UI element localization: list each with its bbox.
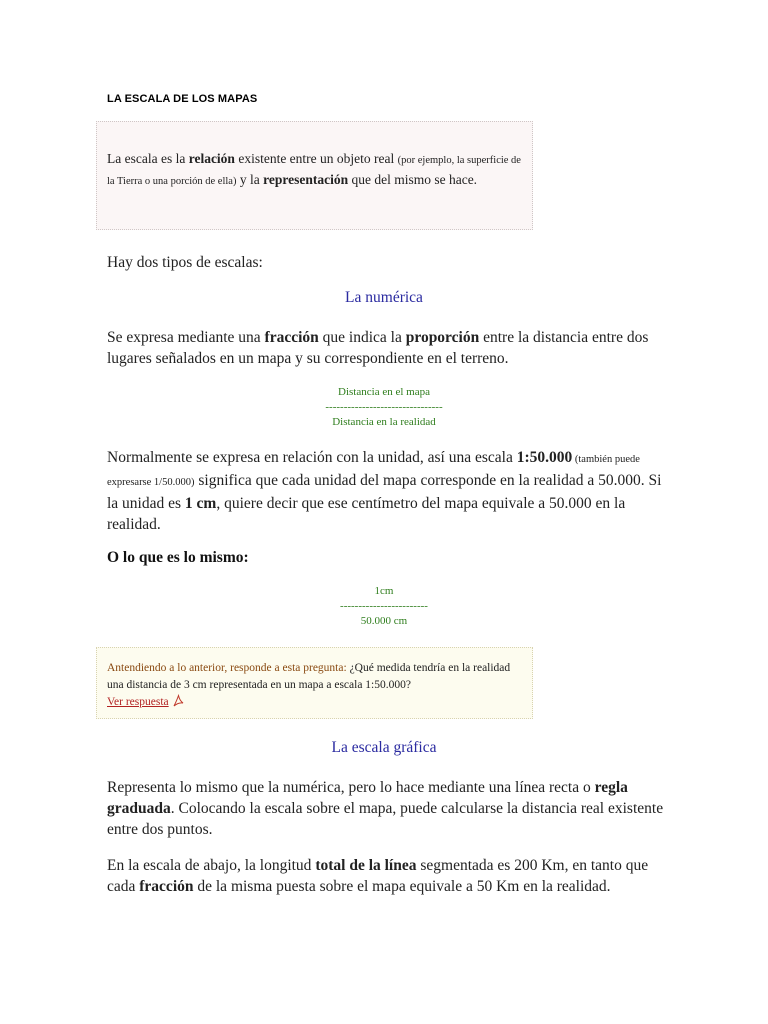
fraction-cm: [96, 584, 672, 629]
graphic-paragraph-1: [107, 777, 667, 840]
definition-text-part: y la: [236, 172, 264, 187]
text-part: Normalmente se expresa en relación con la unidad, así una escala: [107, 449, 517, 466]
definition-text-part: La escala es la: [107, 151, 189, 166]
text-part: En la escala de abajo, la longitud: [107, 857, 316, 874]
intro-text: Hay dos tipos de escalas:: [107, 254, 263, 271]
fraction-numerator: 1cm: [374, 585, 394, 597]
text-part: Se expresa mediante una: [107, 329, 265, 346]
answer-link[interactable]: Ver respuesta: [107, 696, 169, 708]
definition-bold-relacion: relación: [188, 151, 235, 166]
bold-scale-value: 1:50.000: [516, 449, 573, 466]
fraction-line: --------------------------------: [325, 401, 443, 413]
scale-alt-note: (también puede expresarse 1/50.000): [107, 454, 640, 488]
fraction-numerator: Distancia en el mapa: [338, 386, 430, 398]
text-part: entre la distancia entre dos lugares señalados en un mapa y su correspondiente en el terreno.: [107, 329, 649, 367]
question-box: [96, 647, 533, 719]
text-part: Representa lo mismo que la numérica, pero lo hace mediante una línea recta o: [107, 779, 595, 796]
text-part: significa que cada unidad del mapa corresponde en la realidad a 50.000. Si la unidad es: [107, 472, 662, 512]
pdf-icon[interactable]: [172, 694, 185, 714]
heading-numeric-scale: La numérica: [345, 289, 423, 306]
bold-fraccion: fracción: [264, 329, 319, 346]
bold-total-line: total de la línea: [315, 857, 417, 874]
graphic-paragraph-2: [107, 855, 667, 897]
definition-example-note: (por ejemplo, la superficie de la Tierra o una porción de ella): [107, 155, 521, 187]
question-body: ¿Qué medida tendría en la realidad una distancia de 3 cm representada en un mapa a escala 1:50.000?: [107, 662, 511, 691]
definition-box: [96, 121, 533, 230]
numeric-paragraph-1: [107, 327, 667, 369]
bold-regla-graduada: regla graduada: [107, 779, 628, 817]
question-text: [107, 660, 522, 714]
heading-graphic-scale: La escala gráfica: [331, 739, 437, 756]
bold-proporcion: proporción: [405, 329, 480, 346]
text-part: . Colocando la escala sobre el mapa, puede calcularse la distancia real existente entre dos puntos.: [107, 800, 664, 838]
definition-text-part: que del mismo se hace.: [348, 172, 478, 187]
text-part: de la misma puesta sobre el mapa equivale a 50 Km en la realidad.: [193, 878, 611, 895]
fraction-distance: [96, 385, 672, 430]
page-title: LA ESCALA DE LOS MAPAS: [107, 93, 258, 105]
fraction-denominator: Distancia en la realidad: [332, 416, 436, 428]
same-heading: O lo que es lo mismo:: [107, 549, 249, 566]
definition-text: [107, 149, 522, 191]
bold-fraccion: fracción: [139, 878, 194, 895]
fraction-line: ------------------------: [340, 600, 428, 612]
definition-text-part: existente entre un objeto real: [234, 151, 398, 166]
question-lead: Antendiendo a lo anterior, responde a esta pregunta:: [107, 662, 350, 674]
bold-unit: 1 cm: [184, 495, 217, 512]
fraction-denominator: 50.000 cm: [360, 615, 408, 627]
definition-bold-representacion: representación: [263, 172, 349, 187]
text-part: segmentada es 200 Km, en tanto que cada: [107, 857, 649, 895]
numeric-paragraph-2: [107, 447, 667, 535]
text-part: , quiere decir que ese centímetro del mapa equivale a 50.000 en la realidad.: [107, 495, 626, 533]
text-part: que indica la: [318, 329, 406, 346]
